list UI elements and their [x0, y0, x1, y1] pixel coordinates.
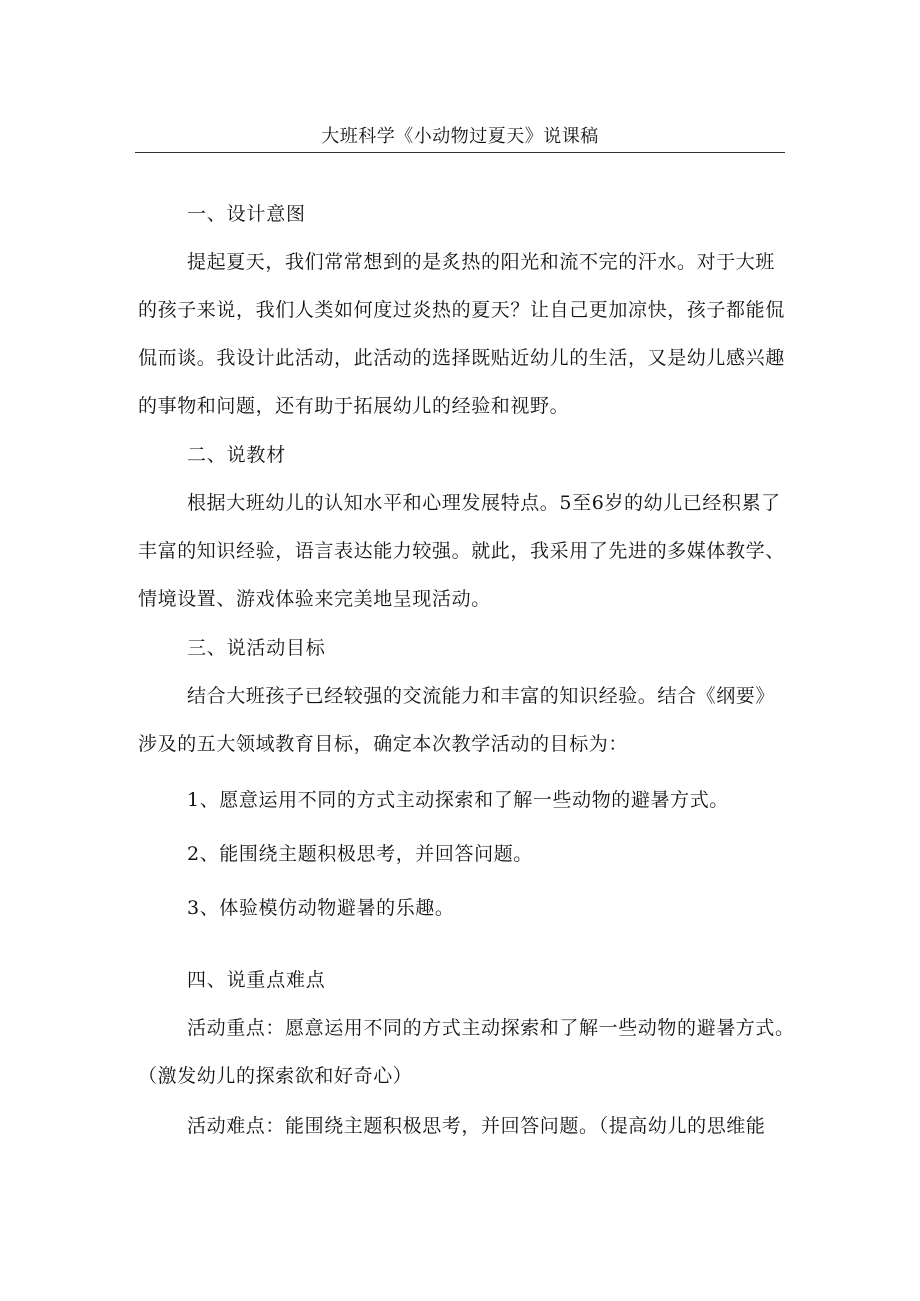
paragraph-line: 根据大班幼儿的认知水平和心理发展特点。5至6岁的幼儿已经积累了 [187, 492, 781, 514]
paragraph-line: 活动难点：能围绕主题积极思考，并回答问题。（提高幼儿的思维能 [187, 1115, 766, 1137]
section-heading-key-points: 四、说重点难点 [187, 969, 326, 991]
page-header-title: 大班科学《小动物过夏天》说课稿 [321, 126, 599, 147]
paragraph-line: 丰富的知识经验，语言表达能力较强。就此，我采用了先进的多媒体教学、 [138, 540, 785, 562]
paragraph-line: 提起夏天，我们常常想到的是炙热的阳光和流不完的汗水。对于大班 [187, 251, 776, 273]
paragraph-line: 涉及的五大领域教育目标，确定本次教学活动的目标为： [138, 733, 629, 755]
header-rule [135, 152, 785, 153]
paragraph-line: 侃而谈。我设计此活动，此活动的选择既贴近幼儿的生活，又是幼儿感兴趣 [138, 347, 785, 369]
paragraph-line: 结合大班孩子已经较强的交流能力和丰富的知识经验。结合《纲要》 [187, 685, 776, 707]
paragraph-line: 的事物和问题，还有助于拓展幼儿的经验和视野。 [138, 395, 570, 417]
section-heading-materials: 二、说教材 [187, 444, 287, 466]
paragraph-line: （激发幼儿的探索欲和好奇心） [138, 1065, 413, 1087]
goal-list-item: 3、体验模仿动物避暑的乐趣。 [187, 897, 455, 919]
paragraph-line: 情境设置、游戏体验来完美地呈现活动。 [138, 588, 491, 610]
goal-list-item: 1、愿意运用不同的方式主动探索和了解一些动物的避暑方式。 [187, 789, 729, 811]
paragraph-line: 的孩子来说，我们人类如何度过炎热的夏天？让自己更加凉快，孩子都能侃 [138, 299, 785, 321]
section-heading-design-intent: 一、设计意图 [187, 203, 306, 225]
goal-list-item: 2、能围绕主题积极思考，并回答问题。 [187, 843, 533, 865]
section-heading-goals: 三、说活动目标 [187, 637, 326, 659]
paragraph-line: 活动重点：愿意运用不同的方式主动探索和了解一些动物的避暑方式。 [187, 1017, 795, 1039]
